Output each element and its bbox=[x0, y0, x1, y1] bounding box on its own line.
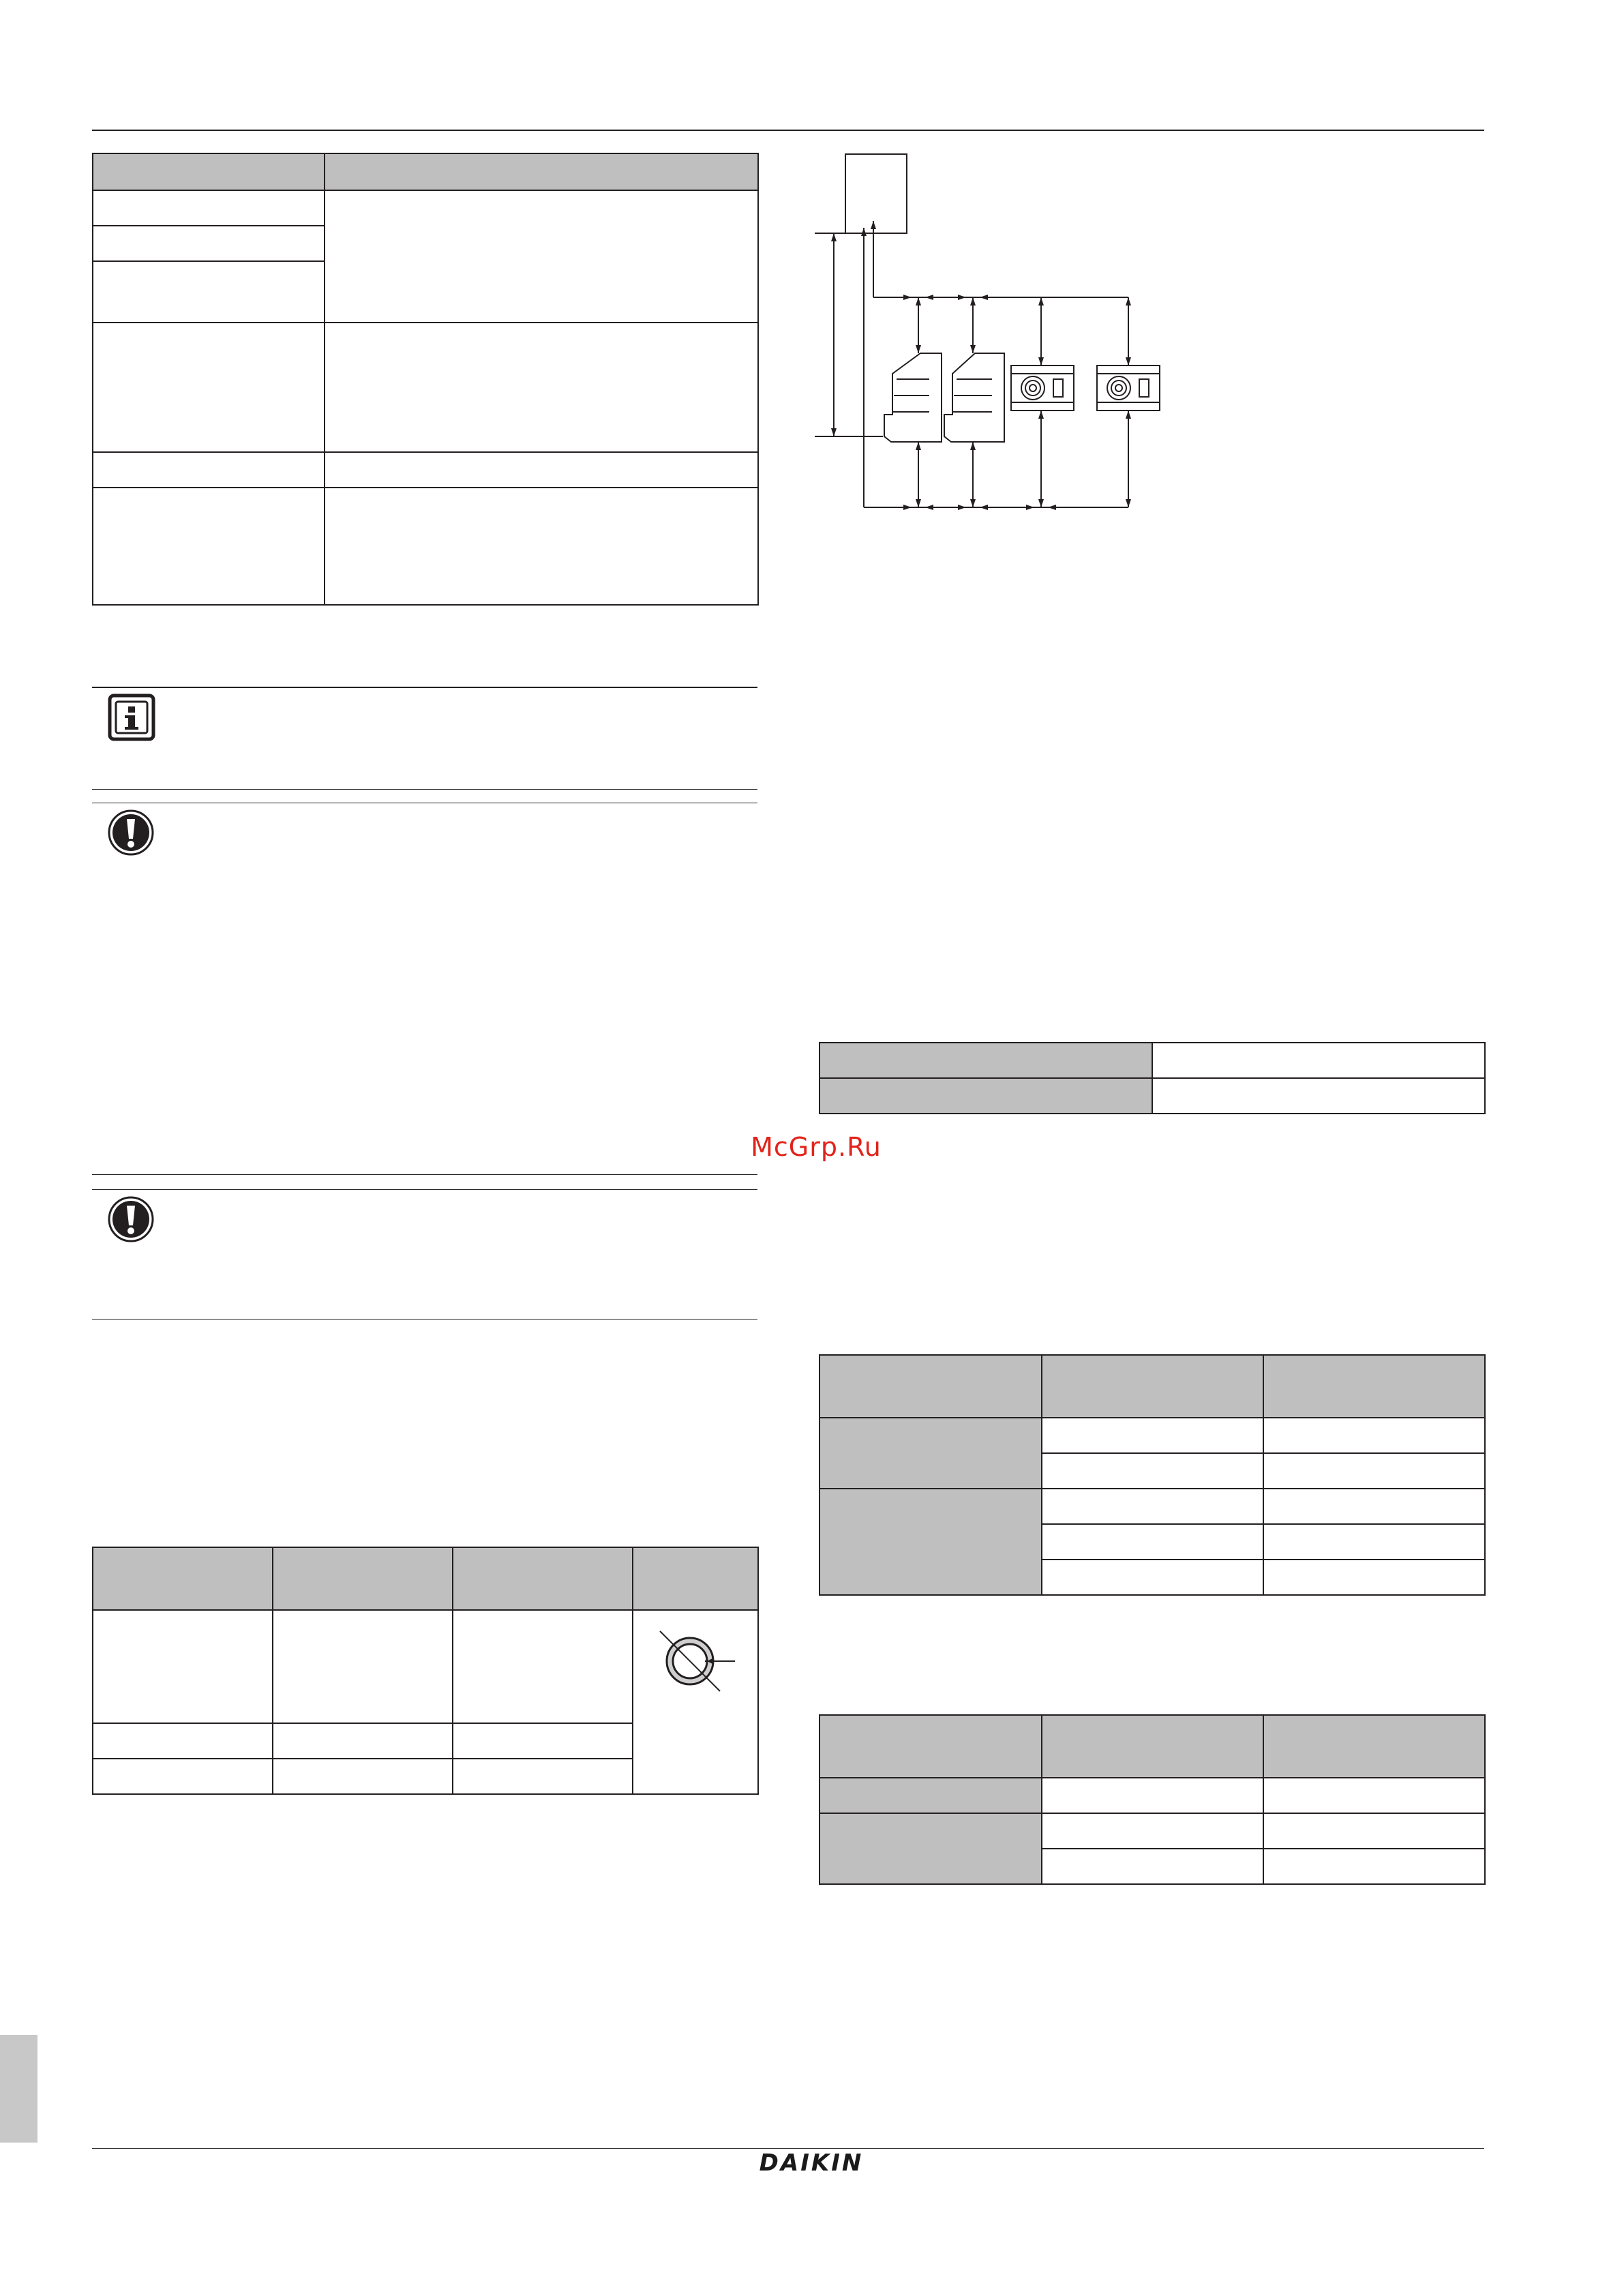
table-cell bbox=[1263, 1418, 1485, 1453]
table-cell bbox=[1152, 1078, 1485, 1114]
pipe-cross-section-icon bbox=[648, 1623, 743, 1698]
table-cell bbox=[325, 323, 758, 452]
table-cell bbox=[1042, 1453, 1263, 1489]
table-header-cell bbox=[325, 153, 758, 190]
table-cell bbox=[1042, 1813, 1263, 1849]
spec-table-3 bbox=[819, 1354, 1486, 1596]
table-header-cell bbox=[453, 1547, 633, 1610]
piping-layout-diagram bbox=[815, 149, 1197, 517]
table-header-row bbox=[819, 1715, 1485, 1778]
spec-table-1 bbox=[92, 153, 759, 606]
table-cell bbox=[453, 1723, 633, 1759]
table-cell bbox=[1042, 1778, 1263, 1813]
table-header-cell bbox=[1042, 1355, 1263, 1418]
table-cell bbox=[93, 190, 325, 226]
table-cell bbox=[93, 1723, 273, 1759]
table-row bbox=[819, 1043, 1485, 1078]
table-cell bbox=[1263, 1524, 1485, 1560]
exclamation-icon bbox=[107, 809, 155, 856]
daikin-logo: DAIKIN bbox=[759, 2149, 864, 2177]
table-cell bbox=[1152, 1043, 1485, 1078]
table-header-cell bbox=[819, 1715, 1042, 1778]
table-cell bbox=[93, 261, 325, 323]
table-header-cell bbox=[819, 1355, 1042, 1418]
table-cell bbox=[93, 323, 325, 452]
exclamation-icon bbox=[107, 1195, 155, 1243]
table-header-row bbox=[93, 1547, 758, 1610]
table-header-cell bbox=[93, 1547, 273, 1610]
table-row bbox=[819, 1418, 1485, 1453]
spec-table-2 bbox=[819, 1042, 1486, 1114]
table-row bbox=[819, 1489, 1485, 1524]
table-header-cell bbox=[819, 1813, 1042, 1884]
table-cell bbox=[1042, 1524, 1263, 1560]
table-header-cell bbox=[1263, 1355, 1485, 1418]
table-header-cell bbox=[819, 1418, 1042, 1489]
table-row bbox=[93, 190, 758, 226]
table-header-cell bbox=[819, 1043, 1152, 1078]
table-cell bbox=[93, 1759, 273, 1794]
note-rule bbox=[92, 789, 757, 790]
table-header-cell bbox=[93, 153, 325, 190]
table-cell bbox=[325, 488, 758, 605]
table-cell bbox=[1263, 1813, 1485, 1849]
note-rule bbox=[92, 1189, 757, 1190]
note-rule bbox=[92, 1319, 757, 1320]
table-cell bbox=[93, 452, 325, 488]
table-header-cell bbox=[819, 1489, 1042, 1595]
table-cell bbox=[273, 1723, 453, 1759]
footer-rule bbox=[92, 2148, 1484, 2149]
table-cell bbox=[93, 488, 325, 605]
table-cell bbox=[325, 190, 758, 323]
table-cell bbox=[273, 1610, 453, 1723]
watermark-text: McGrp.Ru bbox=[751, 1132, 882, 1162]
table-row bbox=[819, 1778, 1485, 1813]
table-row bbox=[93, 488, 758, 605]
table-cell bbox=[93, 226, 325, 261]
table-cell bbox=[1042, 1489, 1263, 1524]
note-rule bbox=[92, 1174, 757, 1175]
table-header-cell bbox=[273, 1547, 453, 1610]
table-cell bbox=[1263, 1778, 1485, 1813]
table-row bbox=[819, 1813, 1485, 1849]
table-row bbox=[819, 1078, 1485, 1114]
table-row bbox=[93, 452, 758, 488]
table-header-row bbox=[93, 153, 758, 190]
table-cell bbox=[1042, 1418, 1263, 1453]
table-cell bbox=[1263, 1489, 1485, 1524]
table-row bbox=[93, 323, 758, 452]
info-icon bbox=[108, 694, 155, 741]
table-header-cell bbox=[819, 1078, 1152, 1114]
table-header-cell bbox=[1263, 1715, 1485, 1778]
table-cell bbox=[93, 1610, 273, 1723]
table-cell bbox=[1042, 1560, 1263, 1595]
table-cell bbox=[1042, 1849, 1263, 1884]
table-cell bbox=[1263, 1453, 1485, 1489]
header-rule bbox=[92, 130, 1484, 131]
table-header-row bbox=[819, 1355, 1485, 1418]
table-header-cell bbox=[1042, 1715, 1263, 1778]
side-tab bbox=[0, 2035, 37, 2143]
table-cell bbox=[325, 452, 758, 488]
table-cell bbox=[1263, 1560, 1485, 1595]
note-rule bbox=[92, 687, 757, 688]
table-header-cell bbox=[819, 1778, 1042, 1813]
table-cell bbox=[453, 1759, 633, 1794]
spec-table-4 bbox=[819, 1714, 1486, 1885]
table-header-cell bbox=[633, 1547, 758, 1610]
table-cell bbox=[453, 1610, 633, 1723]
table-cell bbox=[1263, 1849, 1485, 1884]
table-cell bbox=[273, 1759, 453, 1794]
